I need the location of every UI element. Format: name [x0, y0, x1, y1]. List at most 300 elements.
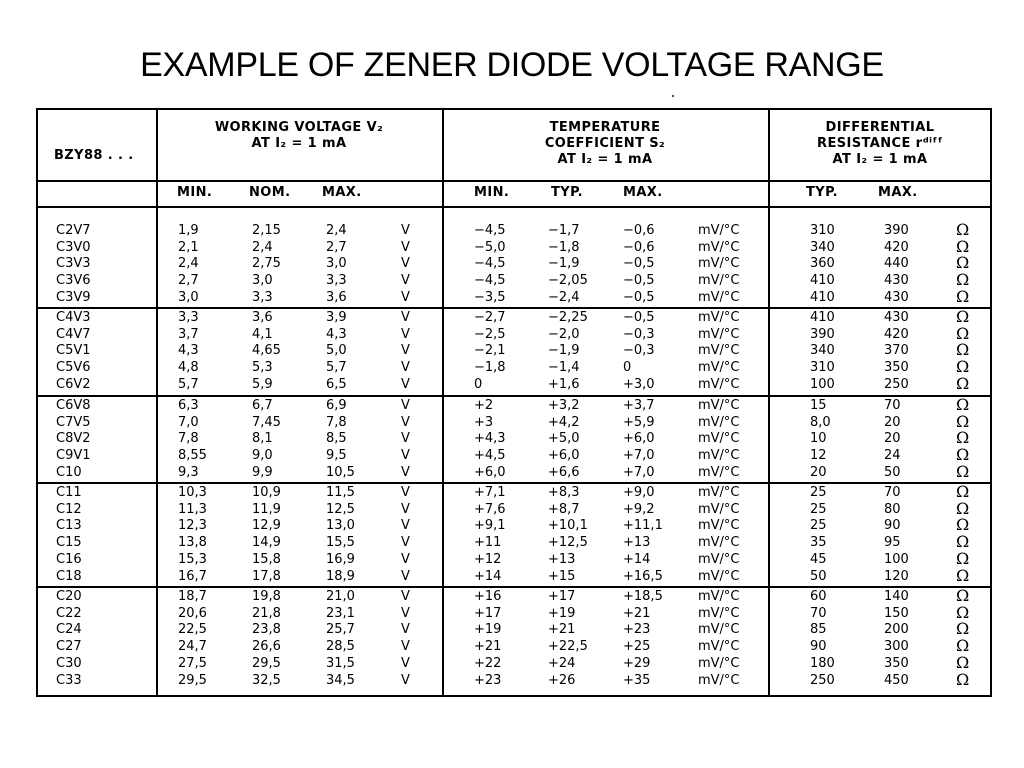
- unit-voltage: V: [401, 639, 410, 655]
- unit-temp: mV/°C: [698, 518, 740, 534]
- cell-tmin: +21: [474, 639, 502, 655]
- cell-rtyp: 20: [810, 464, 827, 480]
- table-row: [38, 652, 990, 672]
- cell-tmax: −0,5: [623, 256, 655, 272]
- cell-tmin: −4,5: [474, 256, 506, 272]
- cell-tmin: +23: [474, 672, 502, 688]
- unit-voltage: V: [401, 448, 410, 464]
- header-temperature-line2: COEFFICIENT S₂: [544, 136, 666, 151]
- cell-vnom: 29,5: [252, 655, 281, 671]
- cell-rmax: 95: [884, 535, 901, 551]
- cell-rmax: 350: [884, 655, 909, 671]
- cell-vmax: 3,0: [326, 256, 347, 272]
- cell-ttyp: −1,9: [548, 343, 580, 359]
- cell-tmin: −5,0: [474, 239, 506, 255]
- unit-resistance: Ω: [956, 619, 970, 639]
- cell-rmax: 200: [884, 622, 909, 638]
- cell-tmax: −0,3: [623, 326, 655, 342]
- table-row: [38, 669, 990, 689]
- cell-type: C18: [56, 568, 82, 584]
- cell-rmax: 390: [884, 223, 909, 238]
- cell-tmax: +35: [623, 672, 651, 688]
- cell-tmax: 0: [623, 360, 632, 376]
- cell-vmin: 11,3: [178, 501, 207, 517]
- cell-vnom: 2,4: [252, 239, 273, 255]
- cell-vmax: 31,5: [326, 655, 355, 671]
- cell-rmax: 250: [884, 376, 909, 392]
- unit-resistance: Ω: [956, 515, 970, 535]
- cell-vnom: 2,15: [252, 223, 281, 238]
- cell-tmin: +22: [474, 655, 502, 671]
- cell-type: C12: [56, 501, 82, 517]
- cell-tmin: +12: [474, 551, 502, 567]
- unit-voltage: V: [401, 589, 410, 604]
- slide-title: EXAMPLE OF ZENER DIODE VOLTAGE RANGE: [140, 46, 884, 84]
- table-row: [38, 342, 990, 359]
- cell-rtyp: 390: [810, 326, 835, 342]
- unit-resistance: Ω: [956, 652, 970, 672]
- cell-rmax: 420: [884, 326, 909, 342]
- unit-voltage: V: [401, 464, 410, 480]
- cell-vmin: 24,7: [178, 639, 207, 655]
- cell-ttyp: −2,4: [548, 289, 580, 305]
- cell-vmin: 20,6: [178, 605, 207, 621]
- subheader-tc-min: MIN.: [474, 185, 510, 200]
- cell-vnom: 6,7: [252, 398, 273, 413]
- cell-rmax: 370: [884, 343, 909, 359]
- header-differential-resistance: [770, 120, 990, 168]
- cell-tmax: −0,6: [623, 223, 655, 238]
- cell-type: C9V1: [56, 448, 91, 464]
- cell-vmax: 11,5: [326, 485, 355, 500]
- cell-tmax: −0,5: [623, 289, 655, 305]
- cell-rtyp: 85: [810, 622, 827, 638]
- cell-ttyp: +8,3: [548, 485, 580, 500]
- cell-vmax: 6,5: [326, 376, 347, 392]
- cell-vmin: 12,3: [178, 518, 207, 534]
- cell-rtyp: 180: [810, 655, 835, 671]
- unit-voltage: V: [401, 551, 410, 567]
- cell-vnom: 3,3: [252, 289, 273, 305]
- cell-tmax: +11,1: [623, 518, 663, 534]
- unit-temp: mV/°C: [698, 310, 740, 325]
- cell-rtyp: 410: [810, 310, 835, 325]
- table-row: [38, 517, 990, 534]
- cell-ttyp: −1,8: [548, 239, 580, 255]
- cell-tmin: +6,0: [474, 464, 506, 480]
- table-row: [38, 373, 990, 393]
- cell-vmax: 3,6: [326, 289, 347, 305]
- cell-vmin: 9,3: [178, 464, 199, 480]
- cell-vmax: 2,7: [326, 239, 347, 255]
- cell-vmax: 23,1: [326, 605, 355, 621]
- unit-resistance: Ω: [956, 586, 970, 605]
- cell-vmin: 13,8: [178, 535, 207, 551]
- cell-vnom: 8,1: [252, 431, 273, 447]
- unit-resistance: Ω: [956, 461, 970, 481]
- cell-vmin: 2,7: [178, 273, 199, 289]
- cell-tmax: +7,0: [623, 464, 655, 480]
- unit-voltage: V: [401, 310, 410, 325]
- unit-temp: mV/°C: [698, 485, 740, 500]
- cell-rtyp: 90: [810, 639, 827, 655]
- unit-voltage: V: [401, 568, 410, 584]
- cell-vmin: 16,7: [178, 568, 207, 584]
- cell-vmin: 3,3: [178, 310, 199, 325]
- table-row: [38, 286, 990, 306]
- cell-vmin: 6,3: [178, 398, 199, 413]
- unit-resistance: Ω: [956, 395, 970, 414]
- unit-voltage: V: [401, 622, 410, 638]
- cell-tmin: −2,1: [474, 343, 506, 359]
- cell-vmin: 22,5: [178, 622, 207, 638]
- header-line-bottom: [38, 206, 990, 208]
- unit-voltage: V: [401, 501, 410, 517]
- group-divider: [38, 482, 990, 484]
- unit-resistance: Ω: [956, 498, 970, 518]
- table-row: [38, 397, 990, 414]
- unit-voltage: V: [401, 360, 410, 376]
- cell-rtyp: 12: [810, 448, 827, 464]
- cell-tmin: −4,5: [474, 223, 506, 238]
- cell-ttyp: +13: [548, 551, 576, 567]
- table-row: [38, 638, 990, 655]
- cell-vnom: 10,9: [252, 485, 281, 500]
- cell-tmin: +3: [474, 414, 494, 430]
- cell-tmax: −0,5: [623, 310, 655, 325]
- cell-vmax: 13,0: [326, 518, 355, 534]
- cell-tmax: +14: [623, 551, 651, 567]
- cell-ttyp: +17: [548, 589, 576, 604]
- table-row: [38, 236, 990, 256]
- cell-vmax: 7,8: [326, 414, 347, 430]
- unit-voltage: V: [401, 655, 410, 671]
- cell-vmax: 25,7: [326, 622, 355, 638]
- cell-rmax: 80: [884, 501, 901, 517]
- cell-vmin: 7,8: [178, 431, 199, 447]
- cell-tmax: +21: [623, 605, 651, 621]
- unit-resistance: Ω: [956, 236, 970, 256]
- group-divider: [38, 586, 990, 588]
- cell-vnom: 9,0: [252, 448, 273, 464]
- unit-resistance: Ω: [956, 253, 970, 273]
- unit-temp: mV/°C: [698, 622, 740, 638]
- cell-rtyp: 10: [810, 431, 827, 447]
- unit-voltage: V: [401, 431, 410, 447]
- cell-rtyp: 25: [810, 518, 827, 534]
- subheader-wv-min: MIN.: [177, 185, 213, 200]
- subheader-dr-typ: TYP.: [806, 185, 838, 200]
- unit-temp: mV/°C: [698, 535, 740, 551]
- cell-tmin: −2,5: [474, 326, 506, 342]
- cell-ttyp: −1,4: [548, 360, 580, 376]
- cell-rtyp: 50: [810, 568, 827, 584]
- unit-resistance: Ω: [956, 636, 970, 656]
- cell-vmin: 27,5: [178, 655, 207, 671]
- cell-vnom: 11,9: [252, 501, 281, 517]
- cell-vnom: 5,9: [252, 376, 273, 392]
- unit-voltage: V: [401, 289, 410, 305]
- cell-rmax: 20: [884, 414, 901, 430]
- unit-temp: mV/°C: [698, 672, 740, 688]
- cell-rtyp: 35: [810, 535, 827, 551]
- cell-tmax: +9,2: [623, 501, 655, 517]
- unit-temp: mV/°C: [698, 568, 740, 584]
- cell-vmax: 15,5: [326, 535, 355, 551]
- cell-ttyp: −1,9: [548, 256, 580, 272]
- cell-rmax: 430: [884, 273, 909, 289]
- unit-temp: mV/°C: [698, 256, 740, 272]
- cell-tmin: +17: [474, 605, 502, 621]
- cell-ttyp: +4,2: [548, 414, 580, 430]
- cell-type: C5V6: [56, 360, 91, 376]
- cell-vmax: 5,7: [326, 360, 347, 376]
- cell-ttyp: −2,25: [548, 310, 588, 325]
- table-row: [38, 411, 990, 431]
- cell-rmax: 420: [884, 239, 909, 255]
- subheader-dr-max: MAX.: [878, 185, 918, 200]
- cell-rmax: 300: [884, 639, 909, 655]
- cell-type: C5V1: [56, 343, 91, 359]
- cell-ttyp: +1,6: [548, 376, 580, 392]
- unit-voltage: V: [401, 239, 410, 255]
- cell-vmin: 3,0: [178, 289, 199, 305]
- cell-tmax: +13: [623, 535, 651, 551]
- header-temperature-coefficient: [444, 120, 766, 168]
- cell-rtyp: 250: [810, 672, 835, 688]
- unit-resistance: Ω: [956, 411, 970, 431]
- unit-temp: mV/°C: [698, 289, 740, 305]
- cell-ttyp: −2,05: [548, 273, 588, 289]
- unit-voltage: V: [401, 256, 410, 272]
- unit-resistance: Ω: [956, 357, 970, 377]
- cell-ttyp: +21: [548, 622, 576, 638]
- unit-resistance: Ω: [956, 270, 970, 290]
- unit-resistance: Ω: [956, 307, 970, 326]
- cell-vmin: 15,3: [178, 551, 207, 567]
- cell-vmin: 1,9: [178, 223, 199, 238]
- cell-vmax: 9,5: [326, 448, 347, 464]
- cell-vmin: 18,7: [178, 589, 207, 604]
- cell-type: C8V2: [56, 431, 91, 447]
- unit-voltage: V: [401, 605, 410, 621]
- cell-rtyp: 8,0: [810, 414, 831, 430]
- unit-resistance: Ω: [956, 669, 970, 689]
- cell-vnom: 9,9: [252, 464, 273, 480]
- cell-tmin: +9,1: [474, 518, 506, 534]
- header-working-voltage: [158, 120, 440, 152]
- cell-rmax: 150: [884, 605, 909, 621]
- cell-vnom: 32,5: [252, 672, 281, 688]
- cell-rtyp: 70: [810, 605, 827, 621]
- cell-tmin: +11: [474, 535, 502, 551]
- table-row: [38, 484, 990, 501]
- cell-rmax: 70: [884, 485, 901, 500]
- unit-voltage: V: [401, 485, 410, 500]
- unit-voltage: V: [401, 414, 410, 430]
- table-row: [38, 272, 990, 289]
- cell-ttyp: +3,2: [548, 398, 580, 413]
- cell-rtyp: 340: [810, 343, 835, 359]
- cell-rtyp: 25: [810, 485, 827, 500]
- cell-vmax: 6,9: [326, 398, 347, 413]
- cell-type: C4V7: [56, 326, 91, 342]
- cell-rtyp: 60: [810, 589, 827, 604]
- table-row: [38, 255, 990, 272]
- unit-voltage: V: [401, 672, 410, 688]
- cell-tmax: −0,3: [623, 343, 655, 359]
- cell-vmax: 2,4: [326, 223, 347, 238]
- cell-rmax: 50: [884, 464, 901, 480]
- series-label: BZY88 . . .: [54, 148, 134, 163]
- zener-data-table: [36, 108, 992, 697]
- cell-rmax: 70: [884, 398, 901, 413]
- cell-rmax: 440: [884, 256, 909, 272]
- cell-rtyp: 310: [810, 360, 835, 376]
- table-row: [38, 430, 990, 447]
- table-row: [38, 461, 990, 481]
- cell-vmin: 2,1: [178, 239, 199, 255]
- cell-rmax: 140: [884, 589, 909, 604]
- header-working-voltage-line1: WORKING VOLTAGE V₂: [214, 120, 384, 135]
- cell-vnom: 14,9: [252, 535, 281, 551]
- cell-type: C7V5: [56, 414, 91, 430]
- cell-tmin: −4,5: [474, 273, 506, 289]
- group-divider: [38, 395, 990, 397]
- cell-ttyp: +6,6: [548, 464, 580, 480]
- cell-type: C13: [56, 518, 82, 534]
- cell-tmax: −0,5: [623, 273, 655, 289]
- cell-type: C27: [56, 639, 82, 655]
- cell-tmin: +7,1: [474, 485, 506, 500]
- table-row: [38, 447, 990, 464]
- cell-tmax: −0,6: [623, 239, 655, 255]
- cell-rtyp: 410: [810, 289, 835, 305]
- cell-vmax: 21,0: [326, 589, 355, 604]
- unit-resistance: Ω: [956, 548, 970, 568]
- cell-tmin: −2,7: [474, 310, 506, 325]
- cell-vmin: 2,4: [178, 256, 199, 272]
- cell-ttyp: +24: [548, 655, 576, 671]
- cell-tmax: +16,5: [623, 568, 663, 584]
- cell-rmax: 24: [884, 448, 901, 464]
- unit-voltage: V: [401, 343, 410, 359]
- unit-temp: mV/°C: [698, 551, 740, 567]
- unit-temp: mV/°C: [698, 589, 740, 604]
- cell-ttyp: +15: [548, 568, 576, 584]
- cell-rtyp: 340: [810, 239, 835, 255]
- unit-temp: mV/°C: [698, 398, 740, 413]
- unit-temp: mV/°C: [698, 605, 740, 621]
- cell-tmin: +16: [474, 589, 502, 604]
- unit-voltage: V: [401, 398, 410, 413]
- cell-vnom: 5,3: [252, 360, 273, 376]
- table-row: [38, 222, 990, 239]
- unit-temp: mV/°C: [698, 343, 740, 359]
- cell-vnom: 23,8: [252, 622, 281, 638]
- unit-temp: mV/°C: [698, 223, 740, 238]
- table-row: [38, 534, 990, 551]
- unit-temp: mV/°C: [698, 639, 740, 655]
- cell-type: C6V2: [56, 376, 91, 392]
- table-row: [38, 323, 990, 343]
- cell-type: C22: [56, 605, 82, 621]
- cell-vmin: 29,5: [178, 672, 207, 688]
- cell-ttyp: −2,0: [548, 326, 580, 342]
- cell-type: C20: [56, 589, 82, 604]
- cell-vmax: 3,3: [326, 273, 347, 289]
- cell-tmax: +5,9: [623, 414, 655, 430]
- cell-vmax: 8,5: [326, 431, 347, 447]
- cell-rtyp: 310: [810, 223, 835, 238]
- unit-temp: mV/°C: [698, 501, 740, 517]
- unit-voltage: V: [401, 535, 410, 551]
- table-row: [38, 565, 990, 585]
- cell-vmin: 10,3: [178, 485, 207, 500]
- unit-voltage: V: [401, 326, 410, 342]
- cell-ttyp: +8,7: [548, 501, 580, 517]
- unit-resistance: Ω: [956, 565, 970, 585]
- cell-type: C6V8: [56, 398, 91, 413]
- cell-type: C16: [56, 551, 82, 567]
- cell-vnom: 4,1: [252, 326, 273, 342]
- cell-ttyp: +5,0: [548, 431, 580, 447]
- cell-rmax: 430: [884, 310, 909, 325]
- unit-resistance: Ω: [956, 373, 970, 393]
- cell-vmin: 8,55: [178, 448, 207, 464]
- cell-tmax: +6,0: [623, 431, 655, 447]
- unit-voltage: V: [401, 376, 410, 392]
- cell-rmax: 100: [884, 551, 909, 567]
- cell-tmax: +3,7: [623, 398, 655, 413]
- cell-ttyp: +26: [548, 672, 576, 688]
- unit-resistance: Ω: [956, 323, 970, 343]
- header-differential-line3: AT I₂ = 1 mA: [832, 152, 928, 167]
- cell-vnom: 17,8: [252, 568, 281, 584]
- cell-tmin: −3,5: [474, 289, 506, 305]
- header-temperature-line3: AT I₂ = 1 mA: [557, 152, 653, 167]
- cell-tmax: +3,0: [623, 376, 655, 392]
- cell-vmax: 16,9: [326, 551, 355, 567]
- cell-vnom: 2,75: [252, 256, 281, 272]
- cell-tmin: +4,3: [474, 431, 506, 447]
- cell-vmax: 3,9: [326, 310, 347, 325]
- cell-vmin: 4,3: [178, 343, 199, 359]
- unit-resistance: Ω: [956, 340, 970, 360]
- cell-vmin: 7,0: [178, 414, 199, 430]
- cell-tmax: +23: [623, 622, 651, 638]
- cell-vnom: 15,8: [252, 551, 281, 567]
- cell-vnom: 4,65: [252, 343, 281, 359]
- cell-vnom: 3,0: [252, 273, 273, 289]
- header-line-top: [38, 180, 990, 182]
- cell-vmax: 34,5: [326, 672, 355, 688]
- cell-vmin: 4,8: [178, 360, 199, 376]
- cell-vmin: 5,7: [178, 376, 199, 392]
- unit-voltage: V: [401, 518, 410, 534]
- cell-tmin: +4,5: [474, 448, 506, 464]
- cell-type: C3V9: [56, 289, 91, 305]
- cell-vnom: 3,6: [252, 310, 273, 325]
- cell-tmin: −1,8: [474, 360, 506, 376]
- header-differential-line2: RESISTANCE rᵈⁱᶠᶠ: [817, 136, 943, 151]
- unit-resistance: Ω: [956, 428, 970, 448]
- cell-tmin: +14: [474, 568, 502, 584]
- cell-rtyp: 45: [810, 551, 827, 567]
- unit-temp: mV/°C: [698, 273, 740, 289]
- subheader-tc-max: MAX.: [623, 185, 663, 200]
- cell-rtyp: 25: [810, 501, 827, 517]
